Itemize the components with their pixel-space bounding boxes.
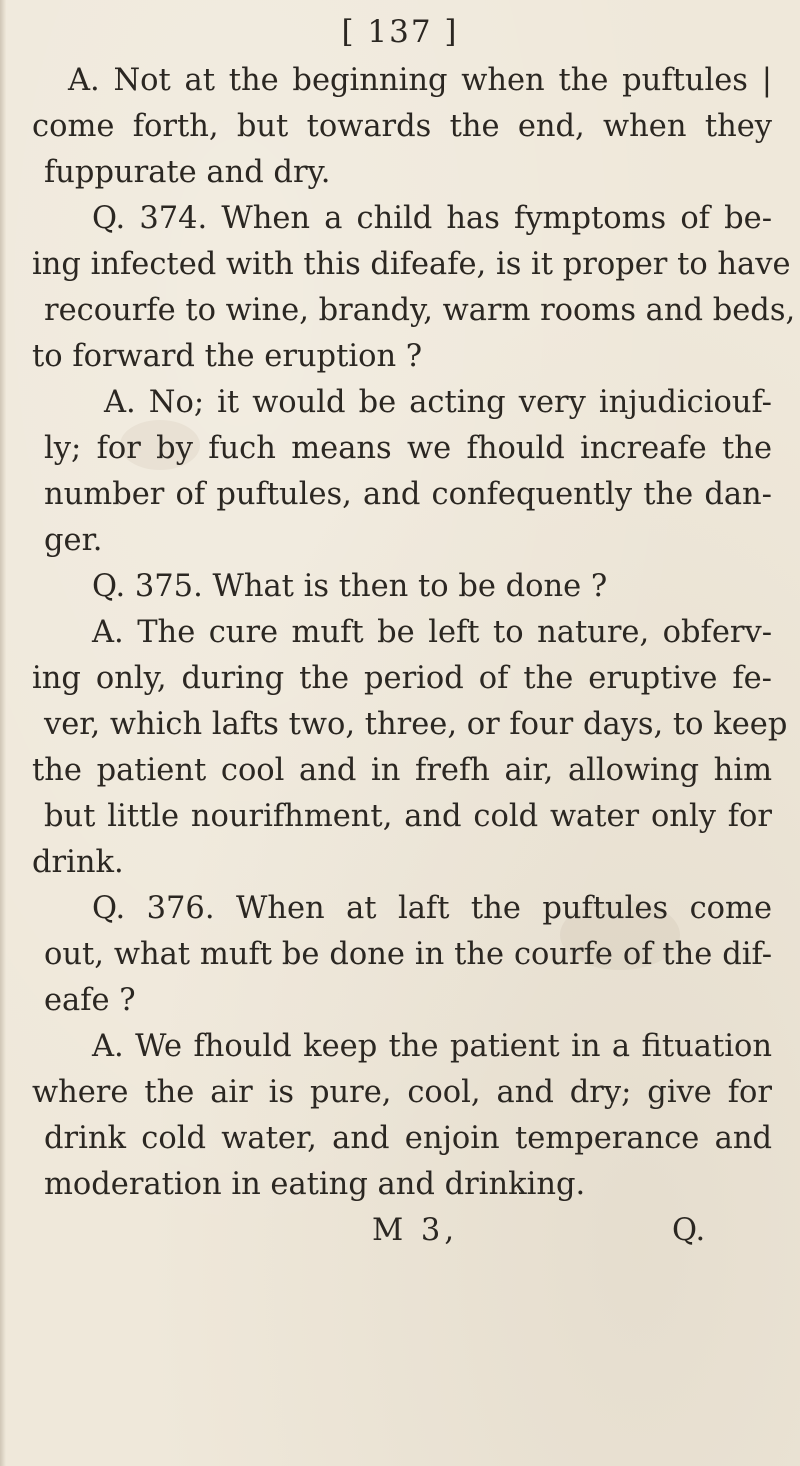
catchword: Q. [672,1213,706,1248]
footer-line [32,1208,772,1254]
body-text [32,58,796,1254]
text-line: out, what muft be done in the courfe of the dif- [44,937,772,972]
text-line: fuppurate and dry. [44,155,331,190]
text-line: moderation in eating and drinking. [44,1167,586,1202]
text-line: recourfe to wine, brandy, warm rooms and beds, [44,293,796,328]
text-line: A. Not at the beginning when the puftules | [68,63,772,98]
text-line: ly; for by fuch means we fhould increafe the [44,431,772,466]
text-line: A. The cure muft be left to nature, obferv- [92,615,772,650]
text-line: A. We fhould keep the patient in a fituation [92,1029,772,1064]
text-line: ger. [44,523,103,558]
text-line: ing infected with this difeafe, is it proper to have [32,247,791,282]
text-line: Q. 376. When at laft the puftules come [92,891,772,926]
text-line: number of puftules, and confequently the dan- [44,477,772,512]
text-line: but little nourifhment, and cold water only for [44,799,772,834]
page-edge [0,0,6,1466]
text-line: where the air is pure, cool, and dry; give for [32,1075,772,1110]
text-line: come forth, but towards the end, when they [32,109,772,144]
text-line: Q. 374. When a child has fymptoms of be- [92,201,772,236]
text-line: A. No; it would be acting very injudiciouf- [104,385,772,420]
text-line: drink. [32,845,124,880]
text-line: Q. 375. What is then to be done ? [92,569,608,604]
text-line: eafe ? [44,983,136,1018]
text-line: the patient cool and in frefh air, allowing him [32,753,772,788]
page-number: [ 137 ] [341,14,459,50]
text-line: to forward the eruption ? [32,339,423,374]
text-line: ing only, during the period of the eruptive fe- [32,661,772,696]
signature-mark: M 3, [372,1213,459,1248]
text-line: drink cold water, and enjoin temperance and [44,1121,772,1156]
text-line: ver, which lafts two, three, or four days, to keep [44,707,788,742]
